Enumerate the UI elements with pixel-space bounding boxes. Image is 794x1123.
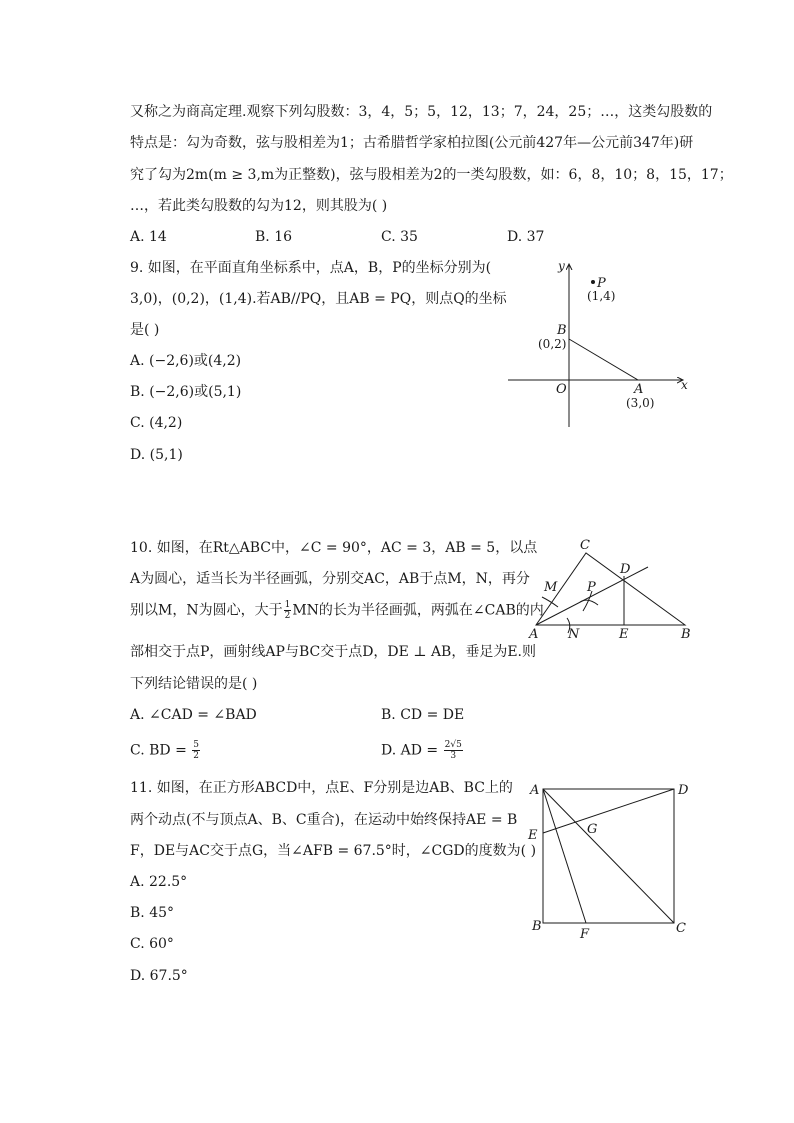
q10-text-line-5: 下列结论错误的是( ) [130, 676, 258, 692]
q10-option-b[interactable]: B. CD = DE [381, 707, 465, 723]
q10-half-fraction [284, 600, 292, 621]
q10-option-d-den: 3 [450, 751, 457, 761]
q10-text-line-1: 10. 如图，在Rt△ABC中，∠C = 90°，AC = 3，AB = 5，以点 [130, 540, 538, 556]
q10-text-line-2: A为圆心，适当长为半径画弧，分别交AC，AB于点M，N，再分 [130, 571, 530, 587]
label-a-coord: (3,0) [626, 396, 655, 410]
q11-option-c[interactable]: C. 60° [130, 936, 174, 952]
point-p-dot [591, 280, 595, 284]
q8-text-line-1: 又称之为商高定理.观察下列勾股数：3，4，5；5，12，13；7，24，25；…，这类勾股数的 [130, 104, 713, 120]
segment-de [543, 789, 674, 833]
q10-text-line-3-part-1: 别以M，N为圆心，大于 [130, 602, 283, 619]
q8-text-line-2: 特点是：勾为奇数，弦与股相差为1；古希腊哲学家柏拉图(公元前427年—公元前347年)研 [130, 135, 694, 151]
label-d: D [620, 562, 631, 577]
q10-text-line-4: 部相交于点P，画射线AP与BC交于点D，DE ⊥ AB，垂足为E.则 [130, 644, 537, 660]
q10-half-fraction-den: 2 [284, 611, 291, 621]
q9-text-line-1: 9. 如图，在平面直角坐标系中，点A，B，P的坐标分别为( [130, 260, 492, 276]
q10-text-line-3 [130, 600, 544, 621]
triangle-abc [536, 553, 685, 625]
q11-option-d[interactable]: D. 67.5° [130, 968, 188, 984]
segment-ab [569, 339, 638, 380]
label-g: G [587, 822, 598, 837]
q11-text-line-2: 两个动点(不与顶点A、B、C重合)，在运动中始终保持AE = B [130, 812, 518, 828]
q8-text-line-3: 究了勾为2m(m ≥ 3,m为正整数)，弦与股相差为2的一类勾股数，如：6，8，10；8，15，17； [130, 167, 733, 183]
q10-option-d[interactable] [381, 740, 464, 761]
q10-option-d-label: D. AD = [381, 742, 439, 759]
label-b: B [532, 919, 542, 934]
label-a: A [634, 382, 644, 397]
diagonal-ac [543, 789, 674, 923]
q10-option-c-den: 2 [193, 751, 199, 761]
label-c: C [580, 538, 590, 553]
q11-square-figure [520, 775, 700, 945]
label-b-coord: (0,2) [538, 337, 567, 351]
q11-text-line-3: F，DE与AC交于点G，当∠AFB = 67.5°时，∠CGD的度数为( ) [130, 843, 537, 859]
q10-option-c-num: 5 [193, 740, 199, 750]
label-p: P [597, 276, 606, 291]
arc-p-1 [580, 600, 598, 605]
label-origin: O [556, 382, 567, 397]
q10-option-c-fraction [192, 740, 200, 761]
label-p-coord: (1,4) [587, 289, 616, 303]
q9-option-c[interactable]: C. (4,2) [130, 415, 183, 431]
label-p: P [587, 580, 596, 595]
label-y-axis: y [558, 259, 565, 273]
label-d: D [678, 783, 689, 798]
label-e: E [619, 627, 629, 642]
q10-option-a[interactable]: A. ∠CAD = ∠BAD [130, 707, 257, 723]
q9-coordinate-figure [500, 255, 700, 435]
q10-option-c[interactable] [130, 740, 201, 761]
q11-option-b[interactable]: B. 45° [130, 905, 175, 921]
ray-ap [536, 567, 648, 625]
q10-option-d-fraction [444, 740, 463, 761]
q10-option-d-num: 2√5 [444, 740, 462, 750]
label-n: N [568, 627, 580, 642]
q11-text-line-1: 11. 如图，在正方形ABCD中，点E、F分别是边AB、BC上的 [130, 780, 513, 796]
label-b: B [557, 323, 567, 338]
q11-option-a[interactable]: A. 22.5° [130, 874, 188, 890]
q9-option-b[interactable]: B. (−2,6)或(5,1) [130, 384, 242, 400]
label-e: E [528, 828, 538, 843]
segment-af [543, 789, 586, 923]
label-a: A [529, 627, 539, 642]
label-x-axis: x [681, 378, 688, 392]
label-m: M [544, 580, 558, 595]
q10-half-fraction-num: 1 [284, 600, 291, 610]
q8-option-b[interactable]: B. 16 [255, 229, 293, 245]
label-c: C [676, 921, 686, 936]
label-f: F [580, 927, 590, 942]
q8-option-c[interactable]: C. 35 [381, 229, 418, 245]
label-a: A [530, 783, 540, 798]
q8-option-d[interactable]: D. 37 [507, 229, 545, 245]
q8-option-a[interactable]: A. 14 [130, 229, 167, 245]
q9-text-line-2: 3,0)，(0,2)，(1,4).若AB//PQ，且AB = PQ，则点Q的坐标 [130, 291, 507, 307]
q9-option-d[interactable]: D. (5,1) [130, 447, 183, 463]
q10-triangle-figure [520, 535, 705, 645]
label-b: B [681, 627, 691, 642]
q9-text-line-3: 是( ) [130, 322, 160, 338]
q10-text-line-3-part-2: MN的长为半径画弧，两弧在∠CAB的内 [292, 602, 544, 619]
q10-option-c-label: C. BD = [130, 742, 187, 759]
q8-text-line-4: …，若此类勾股数的勾为12，则其股为( ) [130, 198, 388, 214]
q9-option-a[interactable]: A. (−2,6)或(4,2) [130, 353, 242, 369]
